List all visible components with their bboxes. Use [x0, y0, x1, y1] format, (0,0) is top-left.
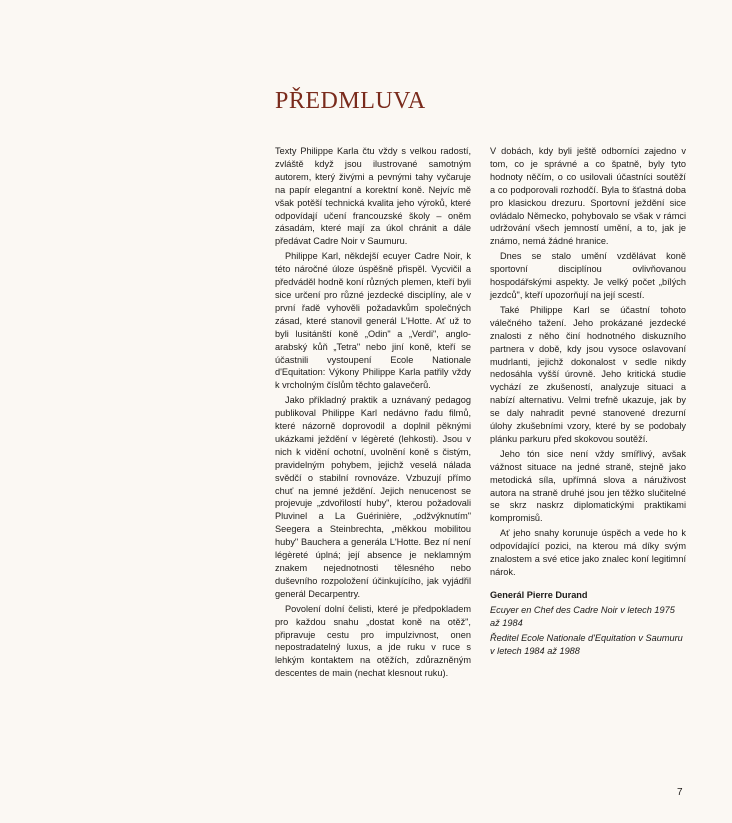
left-text-column [275, 145, 471, 682]
paragraph: Dnes se stalo umění vzdělávat koně sportovní disciplínou ovlivňovanou hospodářskými aspekty. Je velký počet „bílých jezdců", kteří upozorňují na její scestí. [490, 251, 686, 300]
page-number: 7 [677, 787, 683, 798]
paragraph: Také Philippe Karl se účastní tohoto válečného tažení. Jeho prokázané jezdecké znalosti z něho činí hodnotného diskuzního partnera v době, kdy jsou vysoce oslavovaní mudrlanti, jejichž dokonalost v sedle nikdy nedosáhla vyšší úrovně. Jeho kritická studie vychází ze zkušeností, analyzuje situaci a nabízí alternativu. Velmi trefně ukazuje, jak by se daly nahradit pevné stanovené drezurní úlohy zkušebními vzory, které by se podobaly plánku parkuru před skokovou soutěží. [490, 304, 686, 444]
paragraph: Philippe Karl, někdejší ecuyer Cadre Noir, k této náročné úloze úspěšně přispěl. Vycvičil a předváděl hodně koní různých plemen, kteří byli sice určení pro různé jezdecké disciplíny, ale v první řadě vyhověli požadavkům společných zásad, které stanovil generál L'Hotte. Ať už to byli lusitánští koně „Odin" a „Verdi", anglo-arabský kůň „Tetra" nebo jiní koně, kteří se účastnili vystoupení Ecole Nationale d'Equitation: Výkony Philippe Karla patřily vždy k vrcholným číslům těchto galavečerů. [275, 251, 471, 391]
signature-role: Ředitel Ecole Nationale d'Equitation v Saumuru v letech 1984 až 1988 [490, 632, 683, 656]
signature-block [490, 589, 686, 658]
paragraph: Jeho tón sice není vždy smířlivý, avšak vážnost situace na jedné straně, stejně jako metodická síla, upřímná slova a náruživost autora na straně druhé jsou jen těžko slučitelné se skrz naskrz diplomatickými praktikami kompromisů. [490, 448, 686, 524]
paragraph: Ať jeho snahy korunuje úspěch a vede ho k odpovídající pozici, na kterou má díky svým znalostem a své etice jako znalec koní legitimní nárok. [490, 528, 686, 577]
page-title: PŘEDMLUVA [275, 88, 426, 114]
signature-name: Generál Pierre Durand [490, 589, 588, 600]
right-text-column [490, 145, 686, 659]
paragraph: Jako příkladný praktik a uznávaný pedagog publikoval Philippe Karl nedávno řadu filmů, které názorně doprovodil a doplnil pěknými ukázkami ježdění v légèreté (lehkosti). Jsou v nich k vidění ochotní, uvolnění koně s čistým, pravidelným pohybem, jejichž veselá nálada svědčí o stabilní rovnováze. Vzbuzují přímo chuť na jemné ježdění. Jejich nenucenost se projevuje „zdvořilostí huby", kterou požadovali Pluvinel a La Guérinière, „odžvýknutím" Seegera a Steinbrechta, „měkkou mobilitou huby" Bauchera a generála L'Hotte. Bez ní není légèreté úplná; její absence je neklamným znakem nejednotnosti tělesného nebo duševního rozpoložení účinkujícího, jak vyjádřil generál Decarpentry. [275, 395, 471, 599]
paragraph: V dobách, kdy byli ještě odborníci zajedno v tom, co je správné a co špatně, byly tyto hodnoty něčím, o co usilovali účastníci soutěží a co podporovali rozhodčí. Byla to šťastná doba pro klasickou drezuru. Sportovní ježdění sice ovládalo Německo, pohybovalo se však v rámci udržování všech jemností umění, a to, jak je známo, nemá žádné hranice. [490, 146, 686, 247]
paragraph: Texty Philippe Karla čtu vždy s velkou radostí, zvláště když jsou ilustrované samotným autorem, který živými a pevnými tahy vyčaruje na papír elegantní a korektní koně. Nejvíc mě však potěší technická kvalita jeho výroků, které odpovídají učení francouzské školy – oněm zásadám, které mají za úkol chránit a dále předávat Cadre Noir v Saumuru. [275, 146, 471, 247]
paragraph: Povolení dolní čelisti, které je předpokladem pro každou snahu „dostat koně na otěž", připravuje cestu pro impulzivnost, onen nepostradatelný luxus, a jde ruku v ruce s lehkým kontaktem na otěžích, zdůrazněným descentes de main (nechat klesnout ruku). [275, 603, 471, 679]
signature-role: Ecuyer en Chef des Cadre Noir v letech 1975 až 1984 [490, 604, 675, 628]
